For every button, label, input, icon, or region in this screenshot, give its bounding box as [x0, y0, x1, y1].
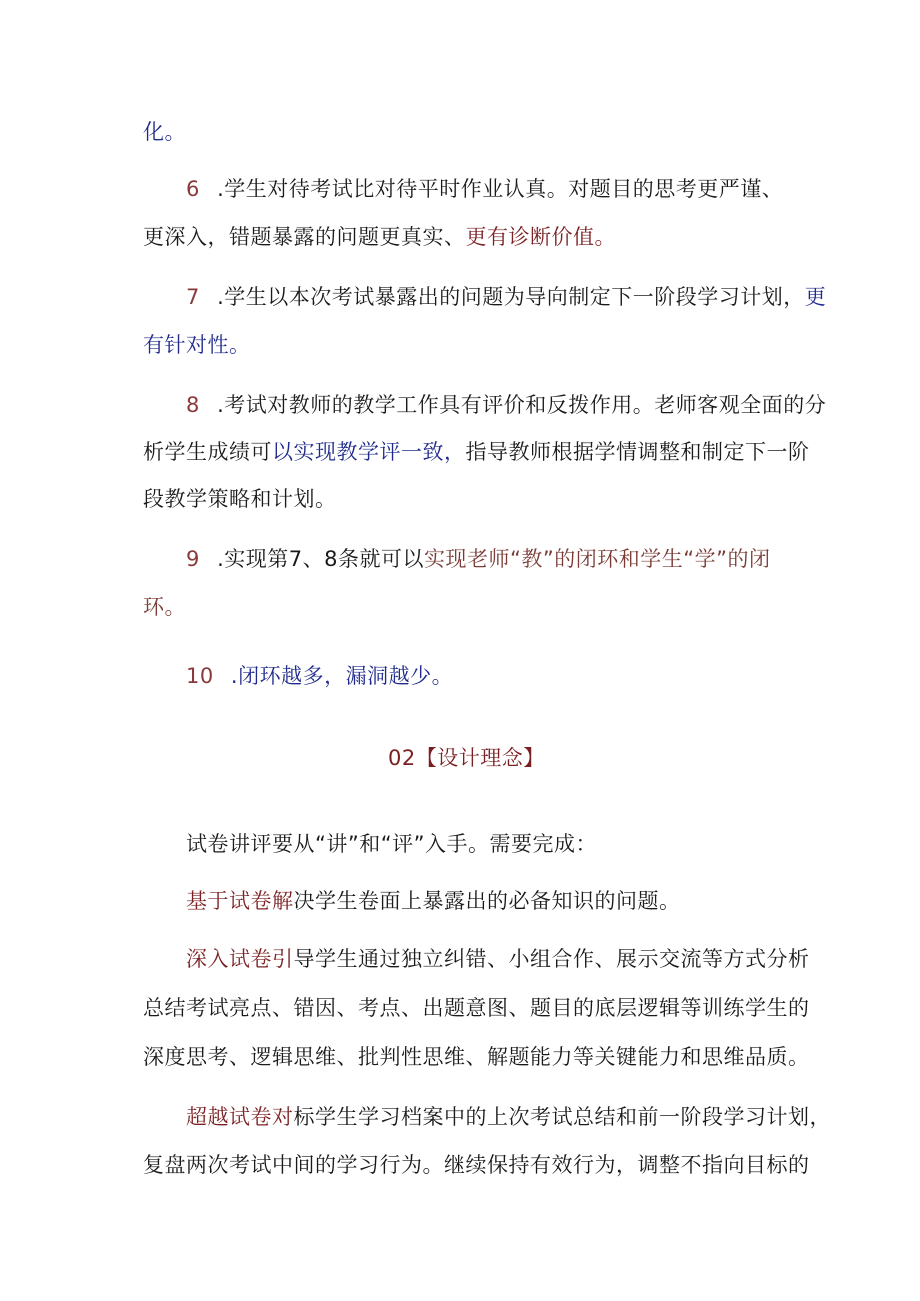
p3-lead: 超越试卷对 [186, 1105, 294, 1129]
p1-lead: 基于试卷解 [186, 889, 294, 913]
item8-line1 [186, 391, 826, 419]
p2-line2: 总结考试亮点、错因、考点、出题意图、题目的底层逻辑等训练学生的 [143, 996, 810, 1020]
item7-line1-highlight: 更 [804, 285, 827, 309]
p3-line1 [186, 1103, 831, 1131]
p2-line1-rest: 导学生通过独立纠错、小组合作、展示交流等方式分析 [293, 947, 810, 971]
item8-line2-highlight: 以实现教学评一致， [272, 440, 466, 464]
item6-number: 6 [186, 177, 200, 201]
item10-number: 10 [186, 664, 214, 688]
item8-line2-b: 指导教师根据学情调整和制定下一阶 [465, 440, 810, 464]
item8-line1-text: .考试对教师的教学工作具有评价和反拨作用。老师客观全面的分 [217, 393, 827, 417]
item9-line1 [186, 545, 771, 573]
p2-line3: 深度思考、逻辑思维、批判性思维、解题能力等关键能力和思维品质。 [143, 1045, 810, 1069]
p3-line2: 复盘两次考试中间的学习行为。继续保持有效行为，调整不指向目标的 [143, 1153, 810, 1177]
item7-line2: 有针对性。 [143, 333, 251, 357]
item8-line2 [143, 438, 810, 466]
p3-line1-rest: 标学生学习档案中的上次考试总结和前一阶段学习计划， [293, 1105, 831, 1129]
item9-number: 9 [186, 547, 200, 571]
item10-text: .闭环越多，漏洞越少。 [230, 664, 454, 688]
item6-text: .学生对待考试比对待平时作业认真。对题目的思考更严谨、 [217, 177, 784, 201]
item9-line1-plain: .实现第7、8条就可以 [217, 547, 424, 571]
p1-line [186, 887, 681, 915]
item6-line2 [143, 223, 616, 251]
item7-line1-plain: .学生以本次考试暴露出的问题为导向制定下一阶段学习计划， [217, 285, 805, 309]
item7-number: 7 [186, 285, 200, 309]
item9-line2: 环。 [143, 595, 186, 619]
item10-line [186, 662, 453, 690]
item7-line1 [186, 283, 826, 311]
item8-line2-a: 析学生成绩可 [143, 440, 272, 464]
intro-paragraph: 试卷讲评要从“讲”和“评”入手。需要完成： [186, 832, 598, 856]
item6-line1 [186, 175, 783, 203]
item5-tail: 化。 [143, 120, 186, 144]
item8-line3: 段教学策略和计划。 [143, 487, 337, 511]
item9-line1-highlight: 实现老师“教”的闭环和学生“学”的闭 [423, 547, 771, 571]
item6-line2-highlight: 更有诊断价值。 [465, 225, 616, 249]
p2-line1 [186, 945, 810, 973]
section-title: 02【设计理念】 [388, 746, 545, 770]
p1-rest: 决学生卷面上暴露出的必备知识的问题。 [293, 889, 681, 913]
item6-line2-plain: 更深入，错题暴露的问题更真实、 [143, 225, 466, 249]
p2-lead: 深入试卷引 [186, 947, 294, 971]
item8-number: 8 [186, 393, 200, 417]
